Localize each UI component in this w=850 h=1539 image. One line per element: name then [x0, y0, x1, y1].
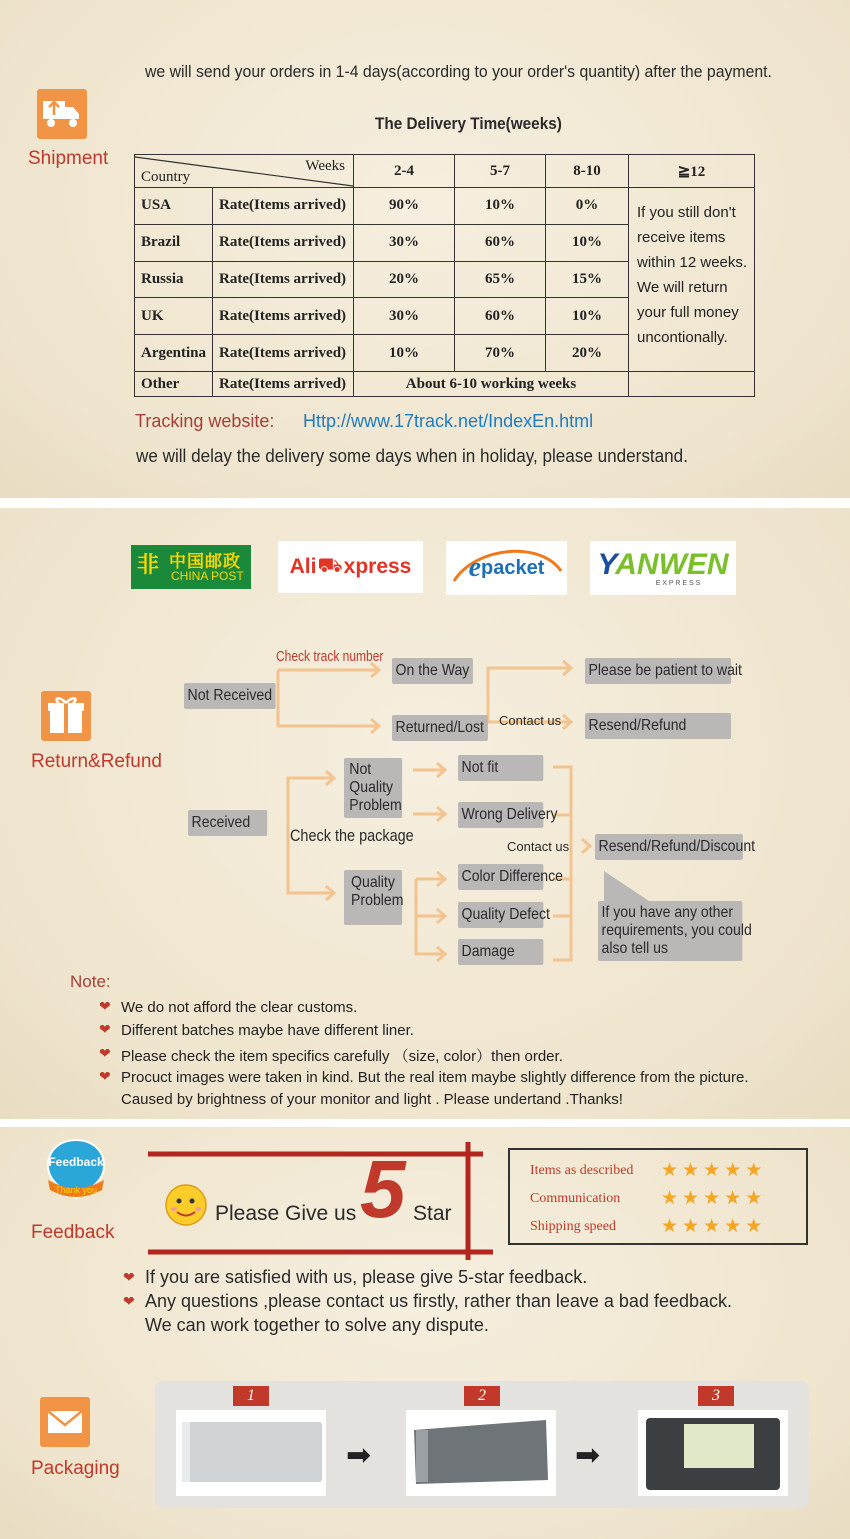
star-icon: ★ [682, 1188, 704, 1209]
wrong-delivery-box: Wrong Delivery [458, 802, 543, 828]
value-cell: 90% [354, 188, 455, 225]
shipment-section [0, 0, 850, 498]
note-item: Different batches maybe have different liner. [121, 1022, 414, 1039]
country-cell: Argentina [135, 335, 213, 372]
feedback-badge-text: Feedback [48, 1155, 104, 1169]
truck-icon [37, 89, 87, 139]
shipment-intro: we will send your orders in 1-4 days(according to your order's quantity) after the payment. [145, 62, 772, 81]
refund-note-line: If you still don't [637, 204, 736, 221]
country-cell: Other [135, 372, 213, 397]
star-icon: ★ [745, 1216, 767, 1237]
star-icon: ★ [724, 1160, 746, 1181]
resend-refund-discount-box: Resend/Refund/Discount [595, 834, 743, 860]
heart-icon: ❤ [99, 998, 111, 1014]
value-cell: 65% [455, 261, 546, 298]
value-cell: 20% [546, 335, 629, 372]
tracking-label: Tracking website: [135, 411, 275, 431]
star-icon: ★ [724, 1216, 746, 1237]
check-track-label: Check track number [276, 648, 384, 665]
star-icon: ★ [661, 1160, 683, 1181]
value-cell: 20% [354, 261, 455, 298]
please-give-text: Please Give us [215, 1202, 357, 1225]
five-stars [661, 1215, 766, 1238]
note-item: We do not afford the clear customs. [121, 999, 358, 1016]
box-line: also tell us [601, 940, 669, 957]
star-icon: ★ [661, 1188, 683, 1209]
ratings-box [508, 1148, 808, 1245]
heart-icon: ❤ [99, 1045, 111, 1061]
value-cell: 10% [354, 335, 455, 372]
note-item: Procuct images were taken in kind. But the real item maybe slightly difference from the picture. [121, 1069, 749, 1086]
country-cell: Russia [135, 261, 213, 298]
col-header: ≧12 [629, 155, 755, 188]
yanwen-sub: E X P R E S S [655, 579, 701, 587]
table-row [135, 372, 755, 397]
color-difference-box: Color Difference [458, 864, 543, 890]
damage-box: Damage [458, 939, 543, 965]
feedback-section [0, 1127, 850, 1539]
epacket-e: e [468, 552, 482, 583]
star-icon: ★ [703, 1188, 725, 1209]
five-stars [661, 1187, 766, 1210]
col-header: 5-7 [455, 155, 546, 188]
tracking-link[interactable]: Http://www.17track.net/IndexEn.html [303, 411, 594, 431]
rating-label: Communication [530, 1191, 621, 1206]
value-cell: 30% [354, 224, 455, 261]
box-line: requirements, you could [601, 922, 752, 939]
package-image-3 [638, 1410, 788, 1496]
refund-note-line: within 12 weeks. [637, 254, 748, 271]
refund-note-cell [629, 188, 755, 372]
value-cell: 30% [354, 298, 455, 335]
star-icon: ★ [724, 1188, 746, 1209]
feedback-line: If you are satisfied with us, please give 5-star feedback. [145, 1267, 588, 1287]
thank-you-text: Thank you [54, 1185, 98, 1195]
aliexpress-text-b: xpress [343, 555, 412, 578]
star-icon: ★ [682, 1160, 704, 1181]
rate-cell: Rate(Items arrived) [213, 298, 354, 335]
corner-header [135, 155, 354, 188]
delivery-table [134, 154, 755, 397]
country-cell: Brazil [135, 224, 213, 261]
heart-icon: ❤ [123, 1293, 135, 1309]
rate-cell: Rate(Items arrived) [213, 188, 354, 225]
not-fit-box: Not fit [458, 755, 543, 781]
rating-label: Shipping speed [530, 1219, 616, 1234]
feedback-badge-icon [40, 1132, 112, 1204]
five-number: 5 [360, 1144, 406, 1235]
refund-note-line: uncontionally. [637, 329, 728, 346]
packaging-label: Packaging [31, 1458, 120, 1479]
be-patient-box: Please be patient to wait [585, 658, 731, 684]
five-stars [661, 1159, 766, 1182]
country-cell: UK [135, 298, 213, 335]
value-cell: 0% [546, 188, 629, 225]
china-post-cn: 中国邮政 [169, 552, 241, 571]
smiley-icon [162, 1179, 210, 1227]
quality-defect-box: Quality Defect [458, 902, 543, 928]
heart-icon: ❤ [123, 1269, 135, 1285]
quality-problem-box [344, 870, 402, 925]
cart-icon: ⛟ [317, 554, 343, 577]
box-line: If you have any other [601, 904, 734, 921]
shipment-label: Shipment [28, 148, 109, 169]
check-package-label: Check the package [290, 826, 414, 845]
feedback-line: Any questions ,please contact us firstly, rather than leave a bad feedback. [145, 1291, 733, 1311]
note-title: Note: [70, 972, 111, 991]
star-icon: ★ [745, 1188, 767, 1209]
return-refund-label: Return&Refund [31, 751, 162, 772]
refund-note-line: receive items [637, 229, 726, 246]
on-the-way-box: On the Way [392, 658, 473, 684]
box-line: Quality [349, 779, 394, 796]
received-box: Received [188, 810, 267, 836]
step-number: 1 [233, 1386, 269, 1406]
box-line: Problem [351, 892, 404, 909]
box-line: Not [349, 761, 372, 778]
contact-us-label: Contact us [499, 713, 562, 728]
star-icon: ★ [661, 1216, 683, 1237]
note-item: Please check the item specifics carefully （size, color）then order. [121, 1048, 563, 1065]
not-quality-problem-box [344, 758, 402, 818]
china-post-mark-icon: ⾮ [137, 553, 160, 578]
value-cell: 60% [455, 298, 546, 335]
heart-icon: ❤ [99, 1021, 111, 1037]
rate-cell: Rate(Items arrived) [213, 224, 354, 261]
returned-lost-box: Returned/Lost [392, 715, 487, 741]
star-icon: ★ [745, 1160, 767, 1181]
yanwen-rest: ANWEN [615, 547, 729, 581]
rate-cell: Rate(Items arrived) [213, 372, 354, 397]
country-header: Country [141, 169, 191, 185]
return-refund-section [0, 508, 850, 1119]
divider [0, 498, 850, 508]
other-requirements-box [598, 901, 752, 961]
step-number: 3 [698, 1386, 734, 1406]
value-cell: 10% [455, 188, 546, 225]
resend-refund-box: Resend/Refund [585, 713, 731, 739]
value-cell: 10% [546, 298, 629, 335]
epacket-text: packet [481, 556, 545, 579]
col-header: 8-10 [546, 155, 629, 188]
star-icon: ★ [703, 1160, 725, 1181]
box-line: Quality [351, 874, 395, 891]
feedback-label: Feedback [31, 1222, 115, 1243]
envelope-icon [40, 1397, 90, 1447]
col-header: 2-4 [354, 155, 455, 188]
weeks-header: Weeks [305, 158, 345, 174]
table-row [135, 188, 755, 225]
box-line: Problem [349, 797, 402, 814]
refund-note-line: We will return [637, 279, 728, 296]
divider [0, 1119, 850, 1127]
rate-cell: Rate(Items arrived) [213, 335, 354, 372]
empty-cell [629, 372, 755, 397]
value-cell: 70% [455, 335, 546, 372]
arrow-right-icon: ➡ [575, 1439, 601, 1472]
value-cell: 60% [455, 224, 546, 261]
yanwen-y: Y [597, 547, 616, 581]
star-icon: ★ [703, 1216, 725, 1237]
step-number: 2 [464, 1386, 500, 1406]
arrow-right-icon: ➡ [346, 1439, 372, 1472]
other-value-cell: About 6-10 working weeks [354, 372, 629, 397]
aliexpress-text-a: Ali [289, 555, 317, 578]
rating-label: Items as described [530, 1163, 634, 1178]
star-text: Star [413, 1202, 452, 1225]
star-icon: ★ [682, 1216, 704, 1237]
heart-icon: ❤ [99, 1068, 111, 1084]
package-image-1 [176, 1410, 326, 1496]
country-cell: USA [135, 188, 213, 225]
feedback-line-continued: We can work together to solve any dispute. [145, 1315, 489, 1335]
value-cell: 15% [546, 261, 629, 298]
package-image-2 [406, 1410, 556, 1496]
china-post-en: CHINA POST [171, 569, 244, 583]
contact-us-label: Contact us [507, 839, 570, 854]
note-item-continued: Caused by brightness of your monitor and light . Please undertand .Thanks! [121, 1091, 623, 1108]
not-received-box: Not Received [184, 683, 276, 709]
packaging-steps [155, 1381, 809, 1508]
value-cell: 10% [546, 224, 629, 261]
table-title: The Delivery Time(weeks) [375, 114, 562, 133]
holiday-delay-text: we will delay the delivery some days when in holiday, please understand. [136, 446, 688, 466]
rate-cell: Rate(Items arrived) [213, 261, 354, 298]
refund-note-line: your full money [637, 304, 739, 321]
